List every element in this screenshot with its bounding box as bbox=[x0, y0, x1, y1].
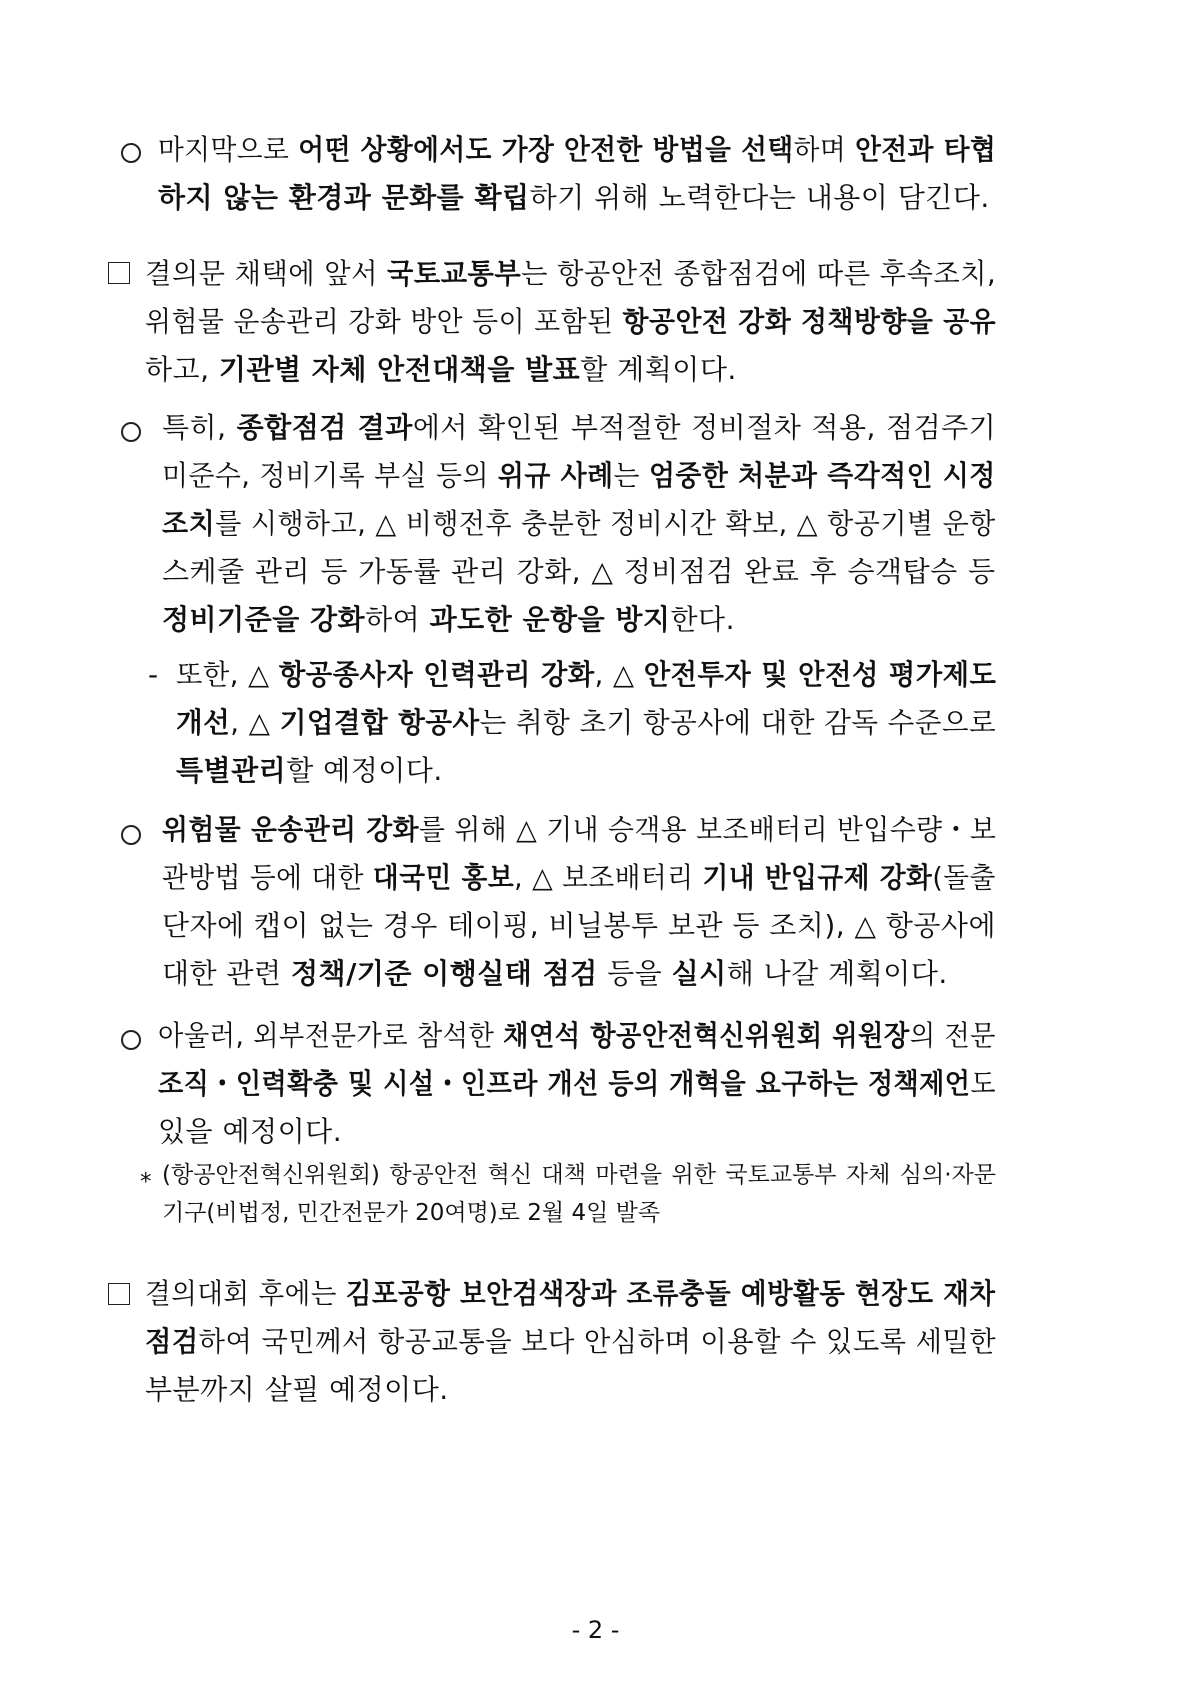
bold-text-run: 엄중한 처분과 즉각적인 시정 bbox=[648, 459, 996, 492]
bold-text-run: 조치 bbox=[162, 507, 216, 540]
bold-text-run: 실시 bbox=[671, 957, 727, 990]
text-run: 의 전문 bbox=[909, 1019, 996, 1052]
text-line bbox=[145, 1370, 449, 1410]
bold-text-run: 채연석 항공안전혁신위원회 위원장 bbox=[503, 1019, 910, 1052]
bold-text-run: 종합점검 결과 bbox=[236, 411, 413, 444]
text-line bbox=[162, 504, 996, 544]
text-line bbox=[162, 408, 996, 448]
bold-text-run: 개선 bbox=[176, 706, 231, 739]
text-run: 결의문 채택에 앞서 bbox=[145, 257, 388, 290]
text-run: 또한, △ bbox=[176, 658, 279, 691]
bold-text-run: 대국민 홍보 bbox=[372, 861, 515, 894]
circle-bullet-icon bbox=[121, 825, 141, 845]
bold-text-run: 안전투자 및 안전성 평가제도 bbox=[643, 658, 997, 691]
text-line bbox=[162, 600, 735, 640]
bold-text-run: 항공안전 강화 정책방향을 공유 bbox=[622, 305, 997, 338]
text-run: , △ bbox=[230, 706, 280, 739]
bold-text-run: 조직・인력확충 및 시설・인프라 개선 등의 개혁을 요구하는 정책제언 bbox=[158, 1067, 971, 1100]
bold-text-run: 기내 반입규제 강화 bbox=[702, 861, 933, 894]
bold-text-run: 어떤 상황에서도 가장 안전한 방법을 선택 bbox=[298, 133, 794, 166]
text-run: 대한 관련 bbox=[162, 957, 291, 990]
bold-text-run: 항공종사자 인력관리 강화 bbox=[278, 658, 595, 691]
text-line bbox=[162, 1158, 996, 1192]
bold-text-run: 과도한 운항을 방지 bbox=[429, 603, 671, 636]
text-run: 부분까지 살필 예정이다. bbox=[145, 1373, 449, 1406]
text-run: 특히, bbox=[162, 411, 237, 444]
text-run: 하고, bbox=[145, 353, 219, 386]
bold-text-run: 정책/기준 이행실태 점검 bbox=[291, 957, 598, 990]
text-line bbox=[162, 858, 996, 898]
text-line bbox=[145, 254, 996, 294]
text-run: 도 bbox=[970, 1067, 997, 1100]
text-run: 스케줄 관리 등 가동률 관리 강화, △ 정비점검 완료 후 승객탑승 등 bbox=[162, 555, 996, 588]
text-run: 는 bbox=[613, 459, 649, 492]
text-line bbox=[158, 178, 990, 218]
square-bullet-icon bbox=[108, 262, 130, 284]
text-run: 해 나갈 계획이다. bbox=[726, 957, 948, 990]
bold-text-run: 정비기준을 강화 bbox=[162, 603, 366, 636]
text-run: 결의대회 후에는 bbox=[145, 1277, 346, 1310]
text-line bbox=[145, 350, 737, 390]
text-line bbox=[158, 1064, 996, 1104]
text-line bbox=[162, 552, 996, 592]
text-run: 하기 위해 노력한다는 내용이 담긴다. bbox=[529, 181, 990, 214]
text-run: 있을 예정이다. bbox=[158, 1115, 343, 1148]
bold-text-run: 기업결합 항공사 bbox=[279, 706, 480, 739]
text-line bbox=[145, 1274, 996, 1314]
circle-bullet-icon bbox=[121, 422, 141, 442]
text-run: 를 위해 △ 기내 승객용 보조배터리 반입수량・보 bbox=[419, 813, 997, 846]
text-line bbox=[162, 906, 996, 946]
text-run: 단자에 캡이 없는 경우 테이핑, 비닐봉투 보관 등 조치), △ 항공사에 bbox=[162, 909, 996, 942]
bold-text-run: 안전과 타협 bbox=[855, 133, 997, 166]
text-line bbox=[158, 130, 996, 170]
text-line bbox=[145, 1322, 996, 1362]
text-run: , △ bbox=[594, 658, 644, 691]
text-run: 한다. bbox=[670, 603, 735, 636]
text-run: 위험물 운송관리 강화 방안 등이 포함된 bbox=[145, 305, 623, 338]
bold-text-run: 점검 bbox=[145, 1325, 199, 1358]
text-line bbox=[158, 1016, 996, 1056]
text-run: (돌출 bbox=[932, 861, 996, 894]
bold-text-run: 위규 사례 bbox=[497, 459, 614, 492]
text-line bbox=[162, 1196, 660, 1230]
text-line bbox=[176, 655, 996, 695]
circle-bullet-icon bbox=[121, 143, 141, 163]
text-run: 할 계획이다. bbox=[580, 353, 737, 386]
text-line bbox=[162, 954, 948, 994]
text-run: 할 예정이다. bbox=[286, 754, 443, 787]
text-run: 를 시행하고, △ 비행전후 충분한 정비시간 확보, △ 항공기별 운항 bbox=[215, 507, 996, 540]
text-line bbox=[158, 1112, 342, 1152]
text-run: 하며 bbox=[793, 133, 856, 166]
text-line bbox=[176, 751, 443, 791]
bold-text-run: 위험물 운송관리 강화 bbox=[162, 813, 420, 846]
text-run: 하여 bbox=[365, 603, 430, 636]
text-run: 는 항공안전 종합점검에 따른 후속조치, bbox=[521, 257, 997, 290]
bold-text-run: 김포공항 보안검색장과 조류충돌 예방활동 현장도 재차 bbox=[345, 1277, 996, 1310]
page-number: - 2 - bbox=[571, 1616, 620, 1644]
bold-text-run: 하지 않는 환경과 문화를 확립 bbox=[158, 181, 530, 214]
text-run: 아울러, 외부전문가로 참석한 bbox=[158, 1019, 504, 1052]
bold-text-run: 국토교통부 bbox=[387, 257, 522, 290]
text-run: 마지막으로 bbox=[158, 133, 299, 166]
asterisk-marker: * bbox=[140, 1169, 152, 1195]
text-run: 기구(비법정, 민간전문가 20여명)로 2월 4일 발족 bbox=[162, 1200, 661, 1226]
circle-bullet-icon bbox=[121, 1030, 141, 1050]
text-run: 등을 bbox=[597, 957, 672, 990]
text-line bbox=[162, 456, 996, 496]
bold-text-run: 기관별 자체 안전대책을 발표 bbox=[218, 353, 581, 386]
text-run: 관방법 등에 대한 bbox=[162, 861, 373, 894]
text-line bbox=[162, 810, 996, 850]
text-run: (항공안전혁신위원회) 항공안전 혁신 대책 마련을 위한 국토교통부 자체 심의·자문 bbox=[162, 1162, 996, 1188]
text-line bbox=[145, 302, 996, 342]
text-run: 에서 확인된 부적절한 정비절차 적용, 점검주기 bbox=[412, 411, 997, 444]
text-run: 하여 국민께서 항공교통을 보다 안심하며 이용할 수 있도록 세밀한 bbox=[198, 1325, 997, 1358]
square-bullet-icon bbox=[108, 1283, 130, 1305]
text-run: 미준수, 정비기록 부실 등의 bbox=[162, 459, 498, 492]
text-line bbox=[176, 703, 996, 743]
text-run: 는 취항 초기 항공사에 대한 감독 수준으로 bbox=[479, 706, 997, 739]
dash-marker: - bbox=[148, 658, 159, 691]
bold-text-run: 특별관리 bbox=[176, 754, 287, 787]
text-run: , △ 보조배터리 bbox=[514, 861, 703, 894]
